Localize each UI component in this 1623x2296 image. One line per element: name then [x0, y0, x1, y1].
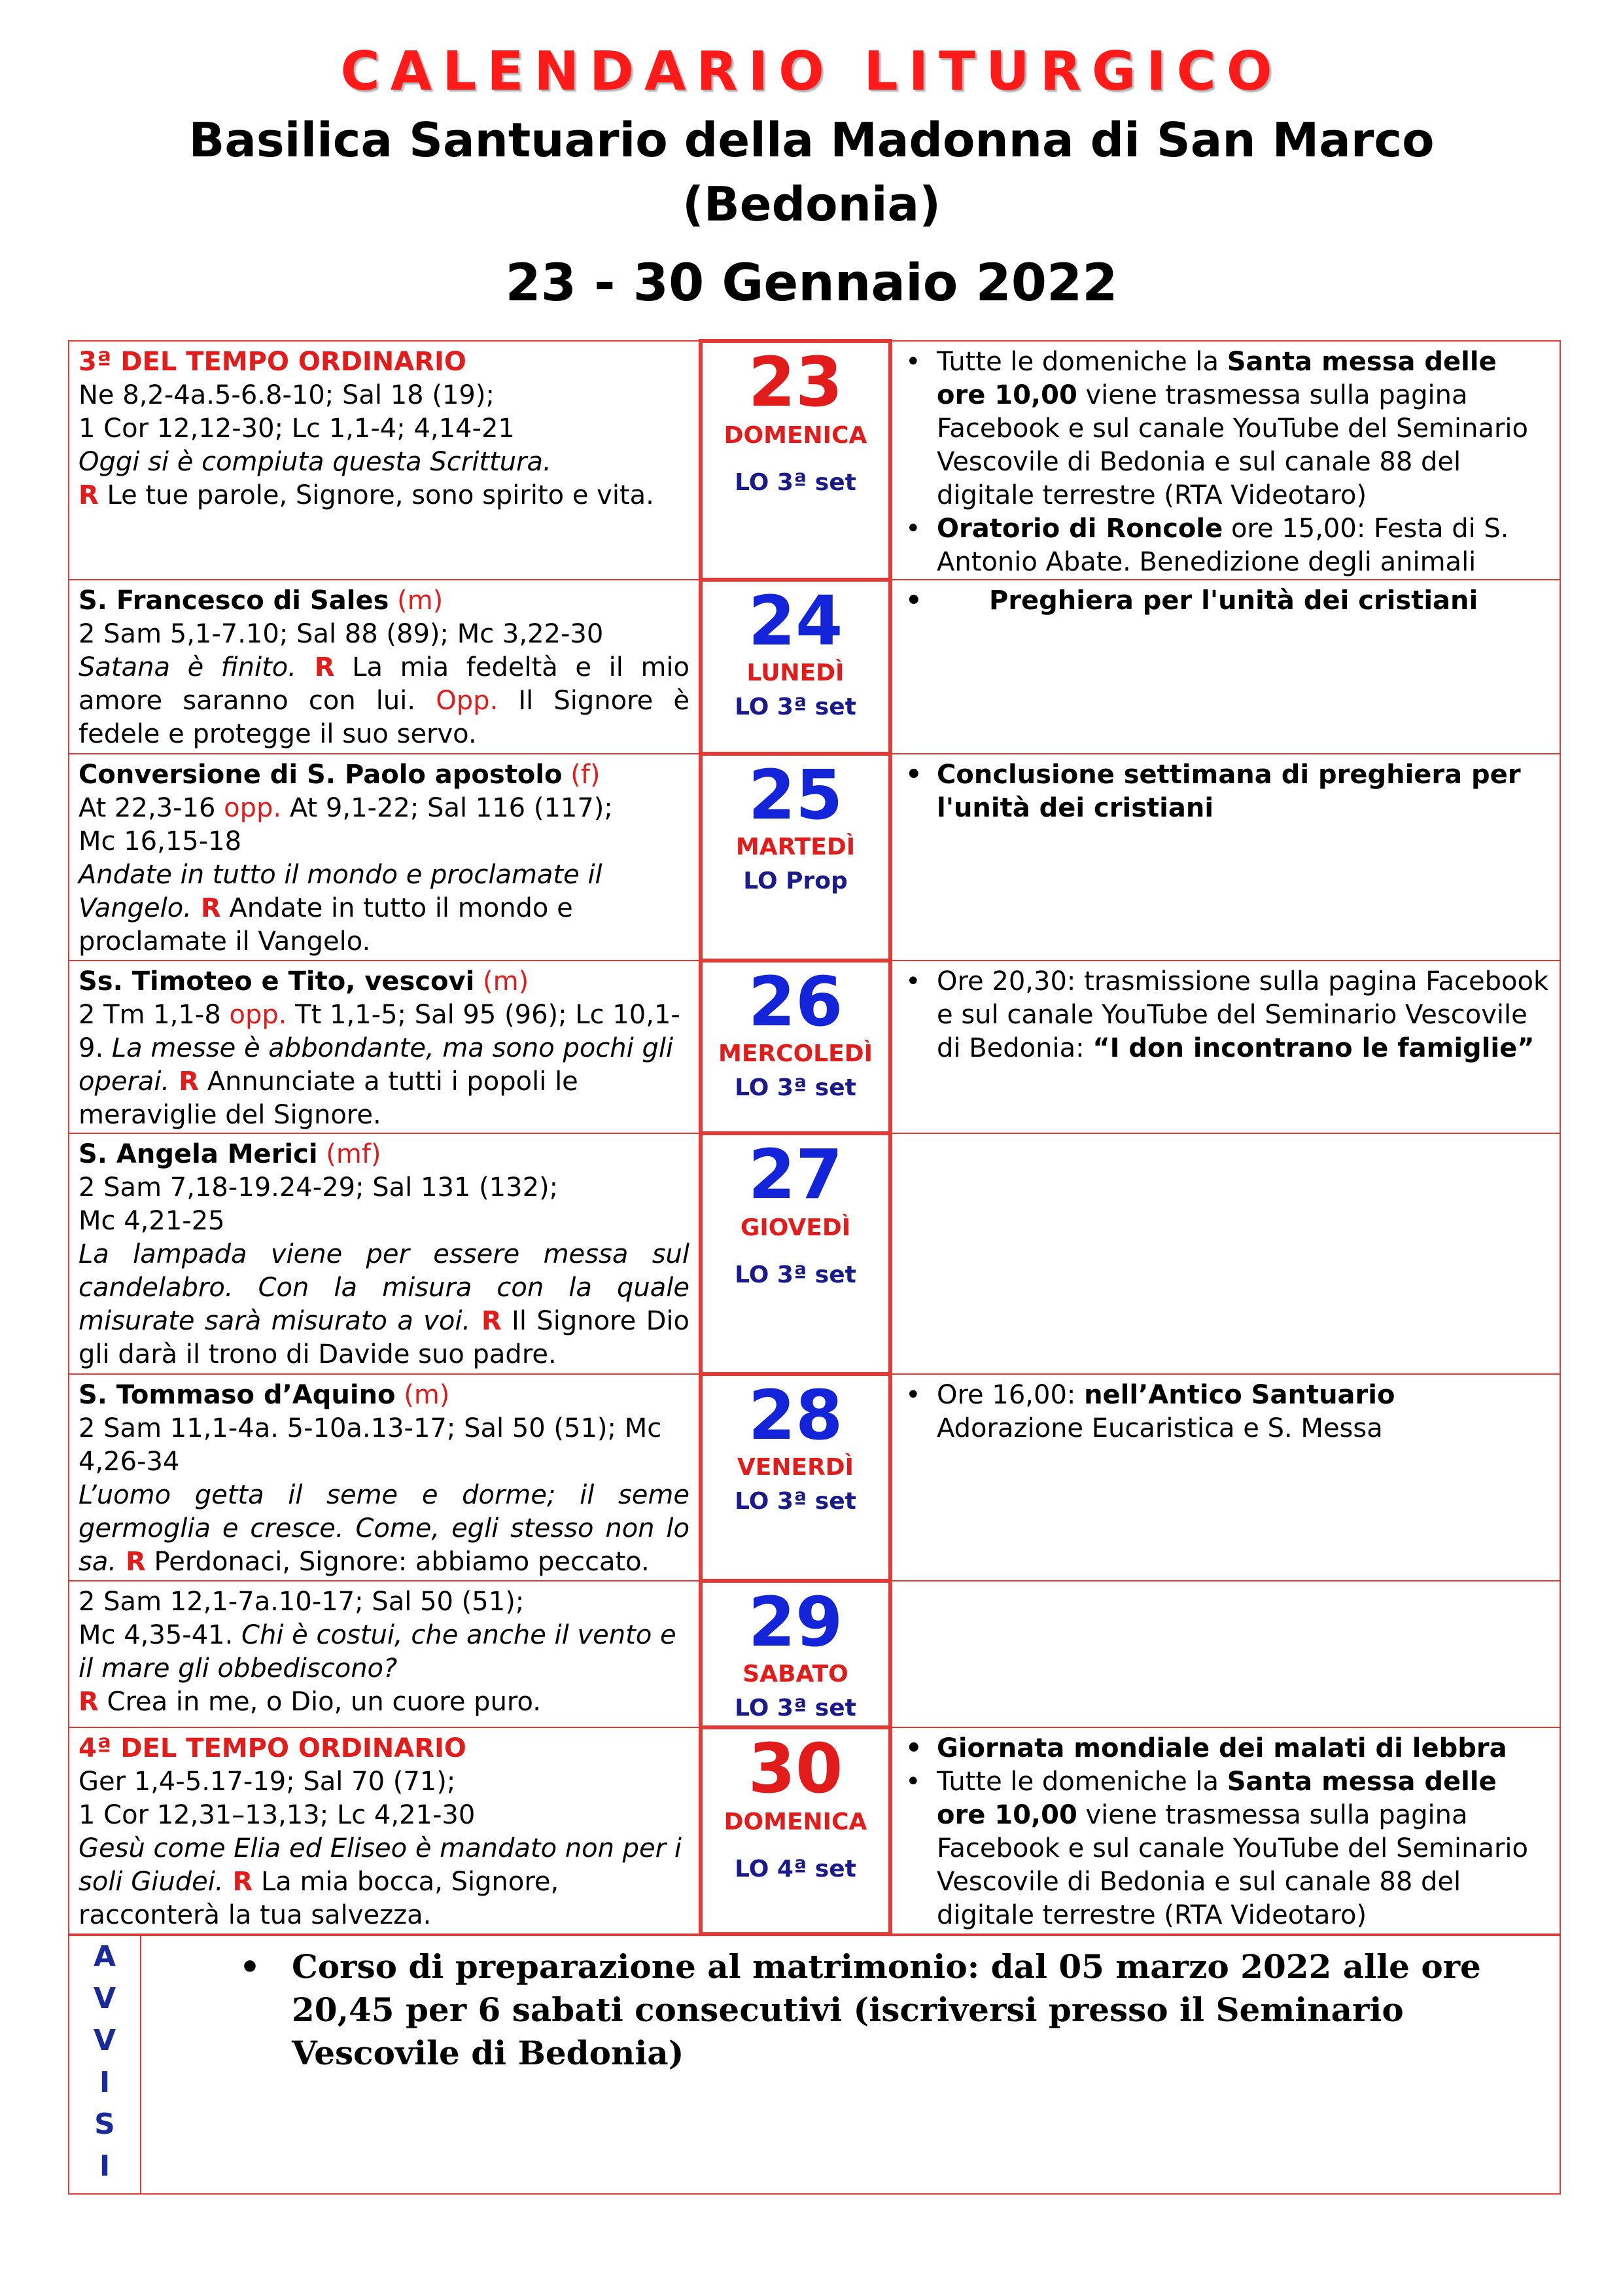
avvisi-label	[69, 1935, 141, 2194]
note-item: • Oratorio di Roncole ore 15,00: Festa di S. Antonio Abate. Benedizione degli animali	[937, 512, 1553, 579]
readings: 2 Sam 11,1-4a. 5-10a.13-17; Sal 50 (51); Mc 4,26-34	[79, 1413, 662, 1477]
calendar-row-27	[69, 1133, 1560, 1374]
day-cell	[701, 1727, 890, 1934]
antiphon-response: L’uomo getta il seme e dorme; il seme germoglia e cresce. Come, egli stesso non lo sa. R Perdonaci, Signore: abbiamo peccato.	[79, 1480, 689, 1577]
day-name: LUNEDÌ	[746, 660, 845, 686]
avvisi-row	[69, 1935, 1560, 2194]
notes-cell	[890, 1581, 1560, 1727]
feast-name: 4ª DEL TEMPO ORDINARIO	[79, 1733, 466, 1763]
notes-cell	[890, 341, 1560, 580]
readings-cell	[69, 961, 701, 1133]
day-number: 29	[748, 1582, 843, 1662]
day-cell	[701, 754, 890, 961]
note-item: • Giornata mondiale dei malati di lebbra	[937, 1732, 1553, 1765]
avvisi-table	[68, 1935, 1561, 2195]
day-number: 25	[748, 755, 843, 835]
feast-name: 3ª DEL TEMPO ORDINARIO	[79, 347, 466, 377]
avvisi-content	[141, 1935, 1560, 2194]
feast-rank: (m)	[395, 1380, 450, 1410]
liturgy-of-hours: LO 3ª set	[735, 1695, 856, 1722]
notes-cell	[890, 754, 1560, 961]
feast-rank: (mf)	[317, 1139, 381, 1169]
liturgy-of-hours: LO Prop	[743, 868, 848, 894]
calendar-row-28	[69, 1374, 1560, 1581]
page-title: CALENDARIO LITURGICO	[340, 41, 1283, 103]
response: R Crea in me, o Dio, un cuore puro.	[79, 1687, 541, 1717]
feast-line	[79, 965, 689, 998]
liturgy-of-hours: LO 3ª set	[735, 1488, 856, 1515]
feast-line	[79, 1138, 689, 1171]
calendar-row-24	[69, 580, 1560, 754]
calendar-row-26	[69, 961, 1560, 1133]
readings-antiphon-response: 2 Tm 1,1-8 opp. Tt 1,1-5; Sal 95 (96); Lc 10,1-9. La messe è abbondante, ma sono pochi gli operai. R Annunciate a tutti i popoli le meraviglie del Signore.	[79, 1000, 680, 1130]
antiphon-response: Satana è finito. R La mia fedeltà e il mio amore saranno con lui. Opp. Il Signore è fedele e protegge il suo servo.	[79, 652, 689, 749]
day-name: SABATO	[742, 1661, 848, 1687]
readings: 2 Sam 12,1-7a.10-17; Sal 50 (51);	[79, 1587, 525, 1617]
note-item: • Conclusione settimana di preghiera per l'unità dei cristiani	[937, 758, 1553, 825]
readings-cell	[69, 754, 701, 961]
day-number: 24	[748, 581, 843, 661]
readings: 2 Sam 5,1-7.10; Sal 88 (89); Mc 3,22-30	[79, 619, 604, 649]
feast-name: S. Francesco di Sales	[79, 586, 389, 616]
day-cell	[701, 1374, 890, 1581]
day-name: DOMENICA	[724, 1809, 867, 1835]
day-cell	[701, 341, 890, 580]
readings-cell	[69, 1727, 701, 1934]
readings-cell	[69, 341, 701, 580]
feast-rank: (m)	[389, 586, 444, 616]
feast-name: Conversione di S. Paolo apostolo	[79, 760, 563, 790]
calendar-row-29	[69, 1581, 1560, 1727]
note-item: • Ore 20,30: trasmissione sulla pagina Facebook e sul canale YouTube del Seminario Vescovile di Bedonia: “I don incontrano le famiglie”	[937, 965, 1553, 1065]
readings: 2 Sam 7,18-19.24-29; Sal 131 (132);	[79, 1173, 559, 1203]
notes-cell	[890, 1374, 1560, 1581]
page-subtitle-location: (Bedonia)	[682, 177, 941, 232]
day-name: DOMENICA	[724, 422, 867, 449]
day-number: 26	[748, 962, 843, 1042]
readings: Ne 8,2-4a.5-6.8-10; Sal 18 (19);	[79, 380, 495, 410]
readings-cell	[69, 1374, 701, 1581]
liturgy-of-hours: LO 3ª set	[735, 1262, 856, 1288]
liturgy-of-hours: LO 3ª set	[735, 694, 856, 720]
notes-cell	[890, 1133, 1560, 1374]
avvisi-letter: V	[93, 2024, 116, 2057]
day-cell	[701, 1133, 890, 1374]
page-subtitle: Basilica Santuario della Madonna di San Marco	[188, 113, 1435, 168]
avvisi-letter: I	[99, 2149, 111, 2183]
readings: 1 Cor 12,31–13,13; Lc 4,21-30	[79, 1800, 476, 1830]
readings-antiphon: Mc 4,35-41. Chi è costui, che anche il vento e il mare gli obbediscono?	[79, 1620, 676, 1684]
calendar-row-25	[69, 754, 1560, 961]
note-item: • Preghiera per l'unità dei cristiani	[937, 584, 1553, 618]
date-range: 23 - 30 Gennaio 2022	[505, 254, 1118, 313]
feast-line	[79, 1379, 689, 1412]
readings-cell	[69, 1581, 701, 1727]
day-name: GIOVEDÌ	[740, 1214, 851, 1241]
antiphon-response: Andate in tutto il mondo e proclamate il Vangelo. R Andate in tutto il mondo e proclamate il Vangelo.	[79, 860, 602, 957]
day-name: MARTEDÌ	[735, 834, 856, 860]
liturgy-of-hours: LO 3ª set	[735, 469, 856, 496]
notes-cell	[890, 961, 1560, 1133]
liturgy-of-hours: LO 3ª set	[735, 1074, 856, 1101]
readings: Ger 1,4-5.17-19; Sal 70 (71);	[79, 1767, 456, 1797]
feast-rank: (f)	[562, 760, 601, 790]
day-cell	[701, 580, 890, 754]
day-name: VENERDÌ	[737, 1454, 854, 1481]
calendar-table	[68, 339, 1560, 2195]
calendar-row-30	[69, 1727, 1560, 1934]
note-item: • Ore 16,00: nell’Antico Santuario Adorazione Eucaristica e S. Messa	[937, 1379, 1553, 1445]
bullet-icon: •	[239, 1947, 260, 1986]
avvisi-letter: V	[93, 1982, 116, 2015]
readings: At 22,3-16 opp. At 9,1-22; Sal 116 (117);	[79, 793, 613, 823]
feast-name: Ss. Timoteo e Tito, vescovi	[79, 966, 475, 997]
avvisi-text: Corso di preparazione al matrimonio: dal 05 marzo 2022 alle ore 20,45 per 6 sabati consecutivi (iscriversi presso il Seminario Vescovile di Bedonia)	[292, 1947, 1481, 2072]
avvisi-item	[239, 1945, 1533, 2075]
readings-cell	[69, 580, 701, 754]
day-number: 27	[748, 1135, 843, 1214]
calendar-row-23	[69, 341, 1560, 580]
day-number: 28	[748, 1375, 843, 1455]
day-cell	[701, 1581, 890, 1727]
liturgy-of-hours: LO 4ª set	[735, 1856, 856, 1882]
notes-cell	[890, 1727, 1560, 1934]
day-name: MERCOLEDÌ	[718, 1040, 873, 1067]
antiphon: Oggi si è compiuta questa Scrittura.	[79, 447, 551, 477]
feast-name: S. Tommaso d’Aquino	[79, 1380, 396, 1410]
avvisi-letter: A	[93, 1940, 116, 1973]
feast-name: S. Angela Merici	[79, 1139, 318, 1169]
feast-line	[79, 758, 689, 792]
notes-cell	[890, 580, 1560, 754]
readings: 1 Cor 12,12-30; Lc 1,1-4; 4,14-21	[79, 414, 515, 444]
antiphon-response: La lampada viene per essere messa sul candelabro. Con la misura con la quale misurate sarà misurato a voi. R Il Signore Dio gli darà il trono di Davide suo padre.	[79, 1239, 689, 1369]
readings: Mc 4,21-25	[79, 1206, 225, 1236]
day-cell	[701, 961, 890, 1133]
note-item: • Tutte le domeniche la Santa messa delle ore 10,00 viene trasmessa sulla pagina Facebook e sul canale YouTube del Seminario Vescovile di Bedonia e sul canale 88 del digitale terrestre (RTA Videotaro)	[937, 1765, 1553, 1932]
response-marker: R	[79, 480, 99, 510]
avvisi-letter: S	[94, 2108, 115, 2141]
note-item: • Tutte le domeniche la Santa messa delle ore 10,00 viene trasmessa sulla pagina Facebook e sul canale YouTube del Seminario Vescovile di Bedonia e sul canale 88 del digitale terrestre (RTA Videotaro)	[937, 345, 1553, 512]
day-number: 30	[748, 1729, 843, 1809]
feast-rank: (m)	[474, 966, 529, 997]
feast-line	[79, 584, 689, 618]
day-number: 23	[748, 342, 843, 422]
readings: Mc 16,15-18	[79, 826, 242, 857]
page-header	[0, 36, 1623, 316]
response: R Le tue parole, Signore, sono spirito e vita.	[79, 480, 654, 510]
antiphon-response: Gesù come Elia ed Eliseo è mandato non per i soli Giudei. R La mia bocca, Signore, racconterà la tua salvezza.	[79, 1833, 682, 1930]
avvisi-letter: I	[99, 2066, 111, 2099]
readings-cell	[69, 1133, 701, 1374]
